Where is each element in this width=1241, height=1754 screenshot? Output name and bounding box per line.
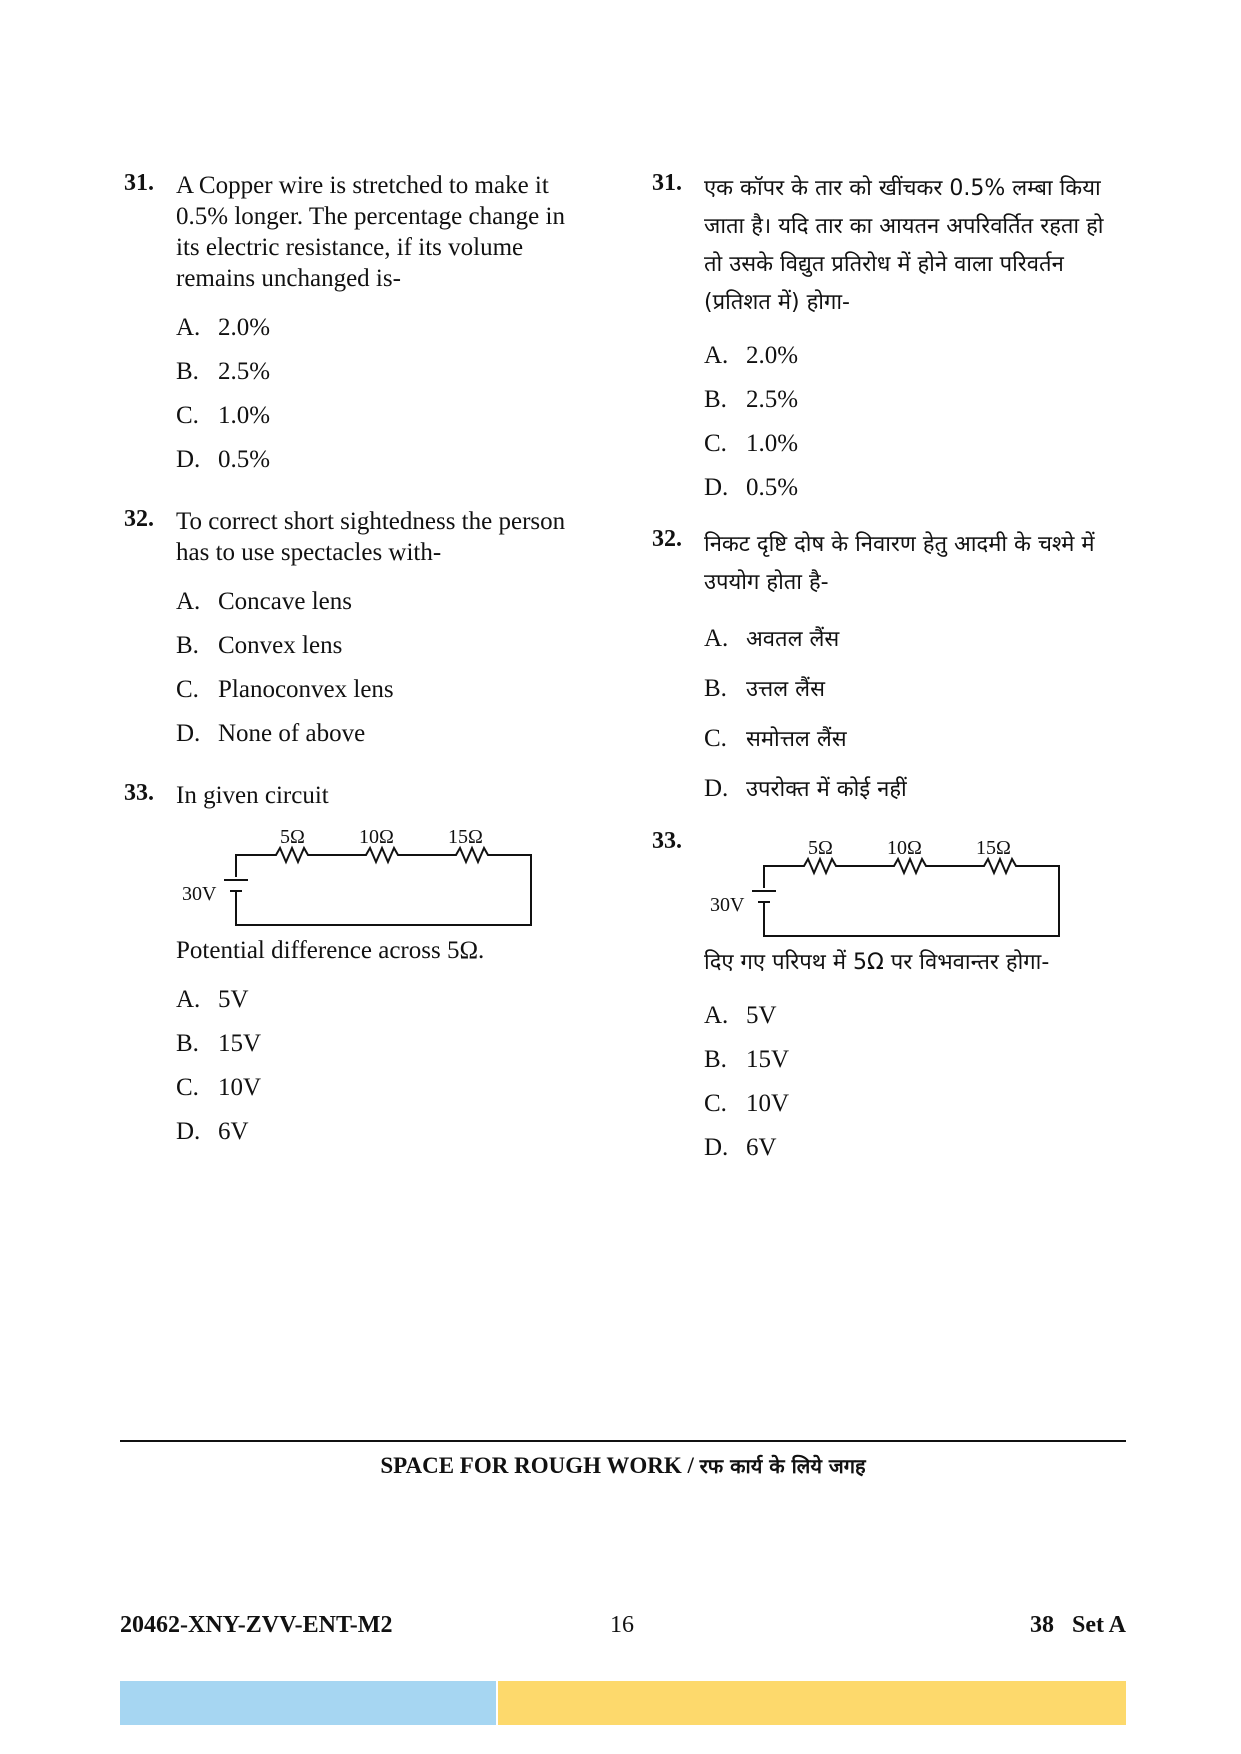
option-a: A. 2.0%: [176, 314, 271, 341]
question-text: निकट दृष्टि दोष के निवारण हेतु आदमी के चश्मे में उपयोग होता है-: [704, 532, 1095, 595]
option-b: B. 2.5%: [704, 386, 799, 413]
options-list: [176, 978, 594, 1154]
option-c: C. 1.0%: [176, 402, 271, 429]
question-text: In given circuit: [176, 782, 329, 809]
resistor-label-5: 5Ω: [280, 826, 305, 848]
option-b: B. 15V: [704, 1046, 790, 1073]
question-text: एक कॉपर के तार को खींचकर 0.5% लम्बा किया जाता है। यदि तार का आयतन अपरिवर्तित रहता हो तो उसके विद्युत प्रतिरोध में होने वाला परिवर्तन (प्रतिशत में) होगा-: [704, 176, 1104, 315]
options-list: [704, 334, 1122, 510]
question-33-en: [124, 780, 594, 1154]
options-list: [176, 306, 594, 482]
option-c: C. 10V: [704, 1090, 790, 1117]
option-b: B. 2.5%: [176, 358, 271, 385]
option-a: A. 2.0%: [704, 342, 799, 369]
question-33-hi: [652, 828, 1122, 1170]
question-number: 31.: [124, 170, 154, 196]
page-number: 16: [610, 1612, 634, 1638]
option-d: D. उपरोक्त में कोई नहीं: [704, 775, 907, 802]
option-a: A. 5V: [176, 986, 249, 1013]
option-d: D. 0.5%: [176, 446, 271, 473]
option-b: B. 15V: [176, 1030, 262, 1057]
resistor-label-5: 5Ω: [808, 837, 833, 859]
question-number: 32.: [652, 526, 682, 552]
option-d: D. 0.5%: [704, 474, 799, 501]
paper-code: 20462-XNY-ZVV-ENT-M2: [120, 1612, 393, 1638]
options-list: [704, 994, 1122, 1170]
option-a: A. Concave lens: [176, 588, 352, 615]
option-c: C. Planoconvex lens: [176, 676, 394, 703]
question-31-en: [124, 170, 594, 482]
set-label: 38 Set A: [1030, 1612, 1126, 1638]
option-c: C. 1.0%: [704, 430, 799, 457]
circuit-diagram: [704, 828, 1084, 938]
question-32-hi: [652, 526, 1122, 814]
battery-label: 30V: [710, 894, 745, 916]
english-column: [124, 170, 594, 1154]
option-a: A. अवतल लैंस: [704, 625, 840, 652]
option-a: A. 5V: [704, 1002, 777, 1029]
hindi-column: [652, 170, 1122, 1170]
footer-bar-yellow: [498, 1681, 1126, 1725]
option-c: C. 10V: [176, 1074, 262, 1101]
options-list: [176, 580, 594, 756]
options-list: [704, 614, 1122, 814]
option-b: B. उत्तल लैंस: [704, 675, 825, 702]
question-text: To correct short sightedness the person has to use spectacles with-: [176, 508, 566, 566]
resistor-label-15: 15Ω: [448, 826, 483, 848]
footer-bar-blue: [120, 1681, 496, 1725]
question-text: A Copper wire is stretched to make it 0.5% longer. The percentage change in its electric resistance, if its volume remains unchanged is-: [176, 172, 565, 292]
option-d: D. None of above: [176, 720, 366, 747]
question-number: 31.: [652, 170, 682, 196]
resistor-label-10: 10Ω: [359, 826, 394, 848]
resistor-label-10: 10Ω: [887, 837, 922, 859]
question-text-after: Potential difference across 5Ω.: [176, 937, 485, 964]
rough-work-heading: SPACE FOR ROUGH WORK / रफ कार्य के लिये जगह: [380, 1453, 866, 1478]
circuit-diagram: [176, 817, 556, 927]
option-d: D. 6V: [704, 1134, 777, 1161]
option-b: B. Convex lens: [176, 632, 343, 659]
option-c: C. समोत्तल लैंस: [704, 725, 847, 752]
resistor-label-15: 15Ω: [976, 837, 1011, 859]
divider-line: [120, 1440, 1126, 1442]
question-number: 33.: [652, 828, 682, 854]
option-d: D. 6V: [176, 1118, 249, 1145]
battery-label: 30V: [182, 883, 217, 905]
question-text-after: दिए गए परिपथ में 5Ω पर विभवान्तर होगा-: [704, 950, 1050, 975]
question-number: 32.: [124, 506, 154, 532]
question-32-en: [124, 506, 594, 756]
question-number: 33.: [124, 780, 154, 806]
question-31-hi: [652, 170, 1122, 510]
